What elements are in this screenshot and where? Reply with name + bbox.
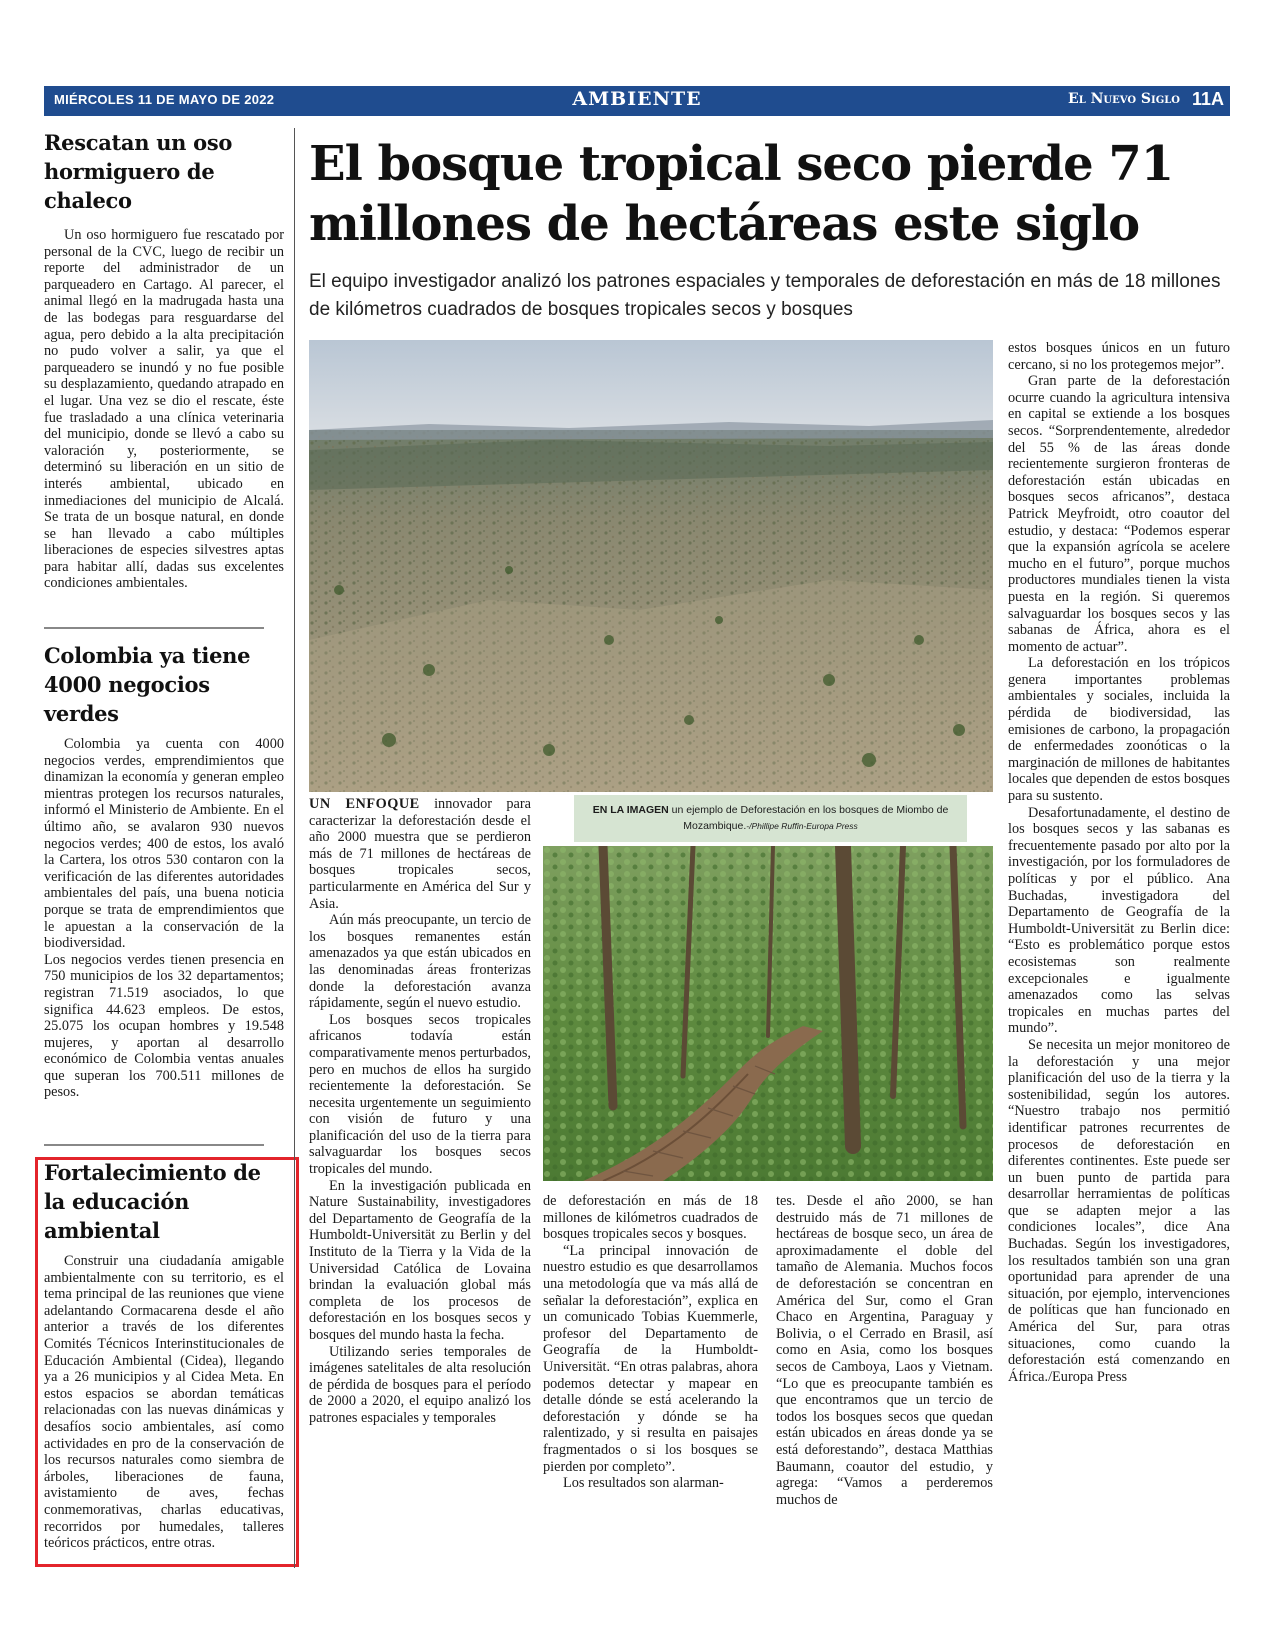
article-column-3: tes. Desde el año 2000, se han destruido más de 71 millones de hectáreas de bosque seco, un área de aproximadamente el doble del tamaño de Alemania. Muchos focos de deforestación se concentran en América del Sur, como el Gran Chaco en Argentina, Paraguay y Bolivia, o el Cerrado en Brasil, así como en Asia, como los bosques secos de Camboya, Laos y Vietnam. “Lo que es preocupante también es que encontramos que un tercio de todos los bosques secos que quedan están ubicados en áreas donde ya se está deforestando”, destaca Matthias Baumann, coautor del estudio, y agrega: “Vamos a perderemos muchos de	[776, 1193, 993, 1508]
newspaper-name: El Nuevo Siglo	[1068, 91, 1180, 107]
page-header	[44, 86, 1230, 116]
aerial-deforestation-photo	[309, 340, 993, 792]
side-article-body: Construir una ciudadanía amigable ambientalmente con su territorio, es el tema principal de las reuniones que viene adelantando Cormacarena desde el año anterior a través de los diferentes Comités Técnicos Interinstitucionales de Educación Ambiental (Cidea), llegando ya a 26 municipios y al Cidea Meta. En estos espacios se abordan temáticas relacionadas con las nuevas dinámicas y desafíos socio ambientales, así como actividades en pro de la conservación de los recursos naturales como siembra de árboles, liberaciones de fauna, avistamiento de aves, fechas conmemorativas, charlas educativas, recorridos por humedales, talleres teóricos prácticos, entre otras.	[44, 1253, 284, 1552]
main-deck: El equipo investigador analizó los patrones espaciales y temporales de deforestación en más de 18 millones de kilómetros cuadrados de bosques tropicales secos y bosques	[309, 271, 1221, 320]
side-article-title: Fortalecimiento de la educación ambiental	[44, 1160, 261, 1243]
article-column-1: UN ENFOQUE innovador para caracterizar la deforestación desde el año 2000 muestra que se perdieron más de 71 millones de hectáreas de bosques tropicales secos, particularmente en América del Sur y Asia. Aún más preocupante, un tercio de los bosques remanentes están amenazados ya que están ubicados en las denominadas áreas fronterizas donde la deforestación avanza rápidamente, según el nuevo estudio. Los bosques secos tropicales africanos todavía están comparativamente menos perturbados, pero en muchos de ellos ha surgido recientemente la deforestación. Se necesita urgentemente un seguimiento con visión de futuro y una planificación del uso de la tierra para salvaguardar los bosques secos tropicales del mundo. En la investigación publicada en Nature Sustainability, investigadores del Departamento de Geografía de la Humboldt-Universität zu Berlin y del Instituto de la Tierra y la Vida de la Universidad Católica de Lovaina brindan la evaluación global más completa de los procesos de deforestación en los bosques secos y bosques del mundo hasta la fecha. Utilizando series temporales de imágenes satelitales de alta resolución de pérdida de bosques para el período de 2000 a 2020, el equipo analizó los patrones espaciales y temporales	[309, 796, 532, 1426]
issue-date: MIÉRCOLES 11 DE MAYO DE 2022	[54, 92, 275, 107]
forest-walkway-photo	[543, 846, 993, 1181]
side-article-green-business	[44, 641, 284, 1101]
side-article-body: Un oso hormiguero fue rescatado por personal de la CVC, luego de recibir un reporte del administrador de un parqueadero en Cartago. Al parecer, el animal llegó en la madrugada hasta una de las bodegas para resguardarse del agua, pero debido a la alta precipitación no pudo volver a salir, ya que el parqueadero se inundó y no fue posible su desplazamiento, quedando atrapado en el lugar. Una vez se dio el rescate, éste fue trasladado a una clínica veterinaria del municipio, donde se llevó a cabo su valoración y, posteriormente, se determinó su liberación en un sitio de interés ambiental, ubicado en inmediaciones del municipio de Alcalá. Se trata de un bosque natural, en donde se han llevado a cabo múltiples liberaciones de especies silvestres aptas para habitar allí, dadas sus excelentes condiciones ambientales.	[44, 227, 284, 592]
divider	[44, 627, 264, 629]
side-article-title: Colombia ya tiene 4000 negocios verdes	[44, 643, 251, 726]
article-column-4: estos bosques únicos en un futuro cercano, si no los protegemos mejor”. Gran parte de la deforestación ocurre cuando la agricultura intensiva en capital se extiende a los bosques secos. “Sorprendentemente, alrededor del 55 % de las áreas donde recientemente surgieron fronteras de deforestación están ubicadas en bosques secos africanos”, destaca Patrick Meyfroidt, otro coautor del estudio, y destaca: “Podemos esperar que la expansión agrícola se acelere mucho en el futuro”, porque muchos productores mundiales tienen la vista puesta en la región. Si queremos salvaguardar los bosques secos y las sabanas de África, ahora es el momento de actuar”. La deforestación en los trópicos genera importantes problemas ambientales y sociales, incluida la pérdida de biodiversidad, las emisiones de carbono, la propagación de enfermedades zoonóticas o la marginación de millones de habitantes locales que dependen de estos bosques para su sustento. Desafortunadamente, el destino de los bosques secos y las sabanas es frecuentemente pasado por alto por la investigación, por los formuladores de políticas y por el público. Ana Buchadas, investigadora del Departamento de Geografía de la Humboldt-Universität zu Berlin dice: “Esto es problemático porque estos ecosistemas son realmente excepcionales e igualmente amenazados como las selvas tropicales en muchas partes del mundo”. Se necesita un mejor monitoreo de la deforestación y una mejor planificación del uso de la tierra y la sostenibilidad, según los autores. “Nuestro trabajo nos permitió identificar patrones recurrentes de procesos de deforestación en diferentes continentes. Este puede ser un buen punto de partida para desarrollar herramientas de políticas que se adapten mejor a las condiciones locales”, dice Ana Buchadas. Según los investigadores, los resultados también son una gran oportunidad para aprender de una situación, por ejemplo, intervenciones de políticas que han funcionado en América del Sur, para otras situaciones, como cuando la deforestación está comenzando en África./Europa Press	[1008, 340, 1230, 1385]
side-article-bear	[44, 128, 284, 592]
column-divider	[294, 128, 295, 1568]
main-headline: El bosque tropical seco pierde 71 millones de hectáreas este siglo	[309, 136, 1174, 252]
side-article-body: Colombia ya cuenta con 4000 negocios verdes, emprendimientos que dinamizan la economía y generan empleo mientras protegen los recursos naturales, informó el Ministerio de Ambiente. En el último año, se avalaron 930 nuevos negocios verdes; 400 de estos, los avaló la Cartera, los otros 530 contaron con la verificación de las diferentes autoridades ambientales del país, una buena noticia porque se trata de emprendimientos que le apuestan a la conservación de la biodiversidad. Los negocios verdes tienen presencia en 750 municipios de los 32 departamentos; registran 71.519 asociados, lo que significa 44.623 empleos. De estos, 25.075 los ocupan hombres y 19.548 mujeres, y aportan al desarrollo económico de Colombia ventas anuales que superan los 700.511 millones de pesos.	[44, 736, 284, 1101]
section-name: AMBIENTE	[572, 88, 702, 110]
page-number: 11A	[1191, 89, 1224, 109]
divider	[44, 1144, 264, 1146]
side-article-title: Rescatan un oso hormiguero de chaleco	[44, 130, 233, 213]
photo-caption: EN LA IMAGEN un ejemplo de Deforestación en los bosques de Miombo de Mozambique.-/Phillipe Ruffin-Europa Press	[574, 795, 967, 842]
article-column-2: de deforestación en más de 18 millones de kilómetros cuadrados de bosques tropicales secos y bosques. “La principal innovación de nuestro estudio es que desarrollamos una metodología que va más allá de señalar la deforestación”, explica en un comunicado Tobias Kuemmerle, profesor del Departamento de Geografía de la Humboldt-Universität. “En otras palabras, ahora podemos detectar y mapear en detalle dónde se está acelerando la deforestación y dónde se ha ralentizado, y si resulta en paisajes fragmentados o si los bosques se pierden por completo”. Los resultados son alarman-	[543, 1193, 758, 1492]
highlight-box	[35, 1157, 299, 1567]
